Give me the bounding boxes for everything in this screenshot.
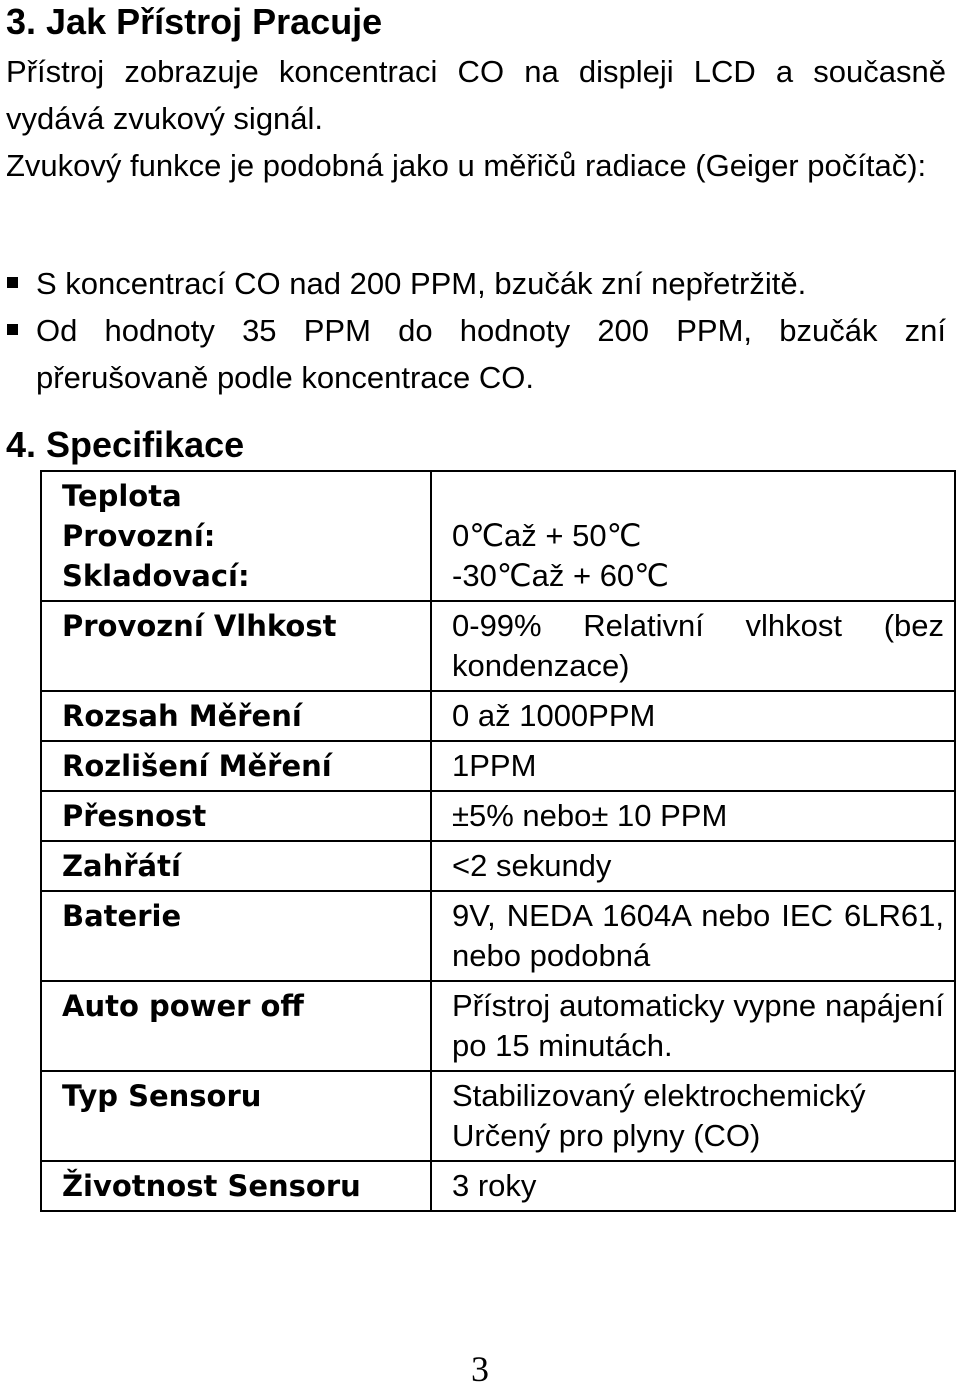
- bullet-item: [0, 307, 946, 401]
- spec-key-cell: Provozní Vlhkost: [41, 601, 431, 691]
- spec-key-cell: [41, 471, 431, 601]
- spec-key-cell: Životnost Sensoru: [41, 1161, 431, 1211]
- table-row: [41, 471, 955, 601]
- operating-temp-value: 0℃až + 50℃: [452, 518, 642, 553]
- spec-value-cell: [431, 471, 955, 601]
- square-bullet-icon: [7, 324, 18, 335]
- spec-key-cell: Přesnost: [41, 791, 431, 841]
- spec-value-cell: <2 sekundy: [431, 841, 955, 891]
- alarm-bullet-list: [0, 260, 946, 401]
- spec-value-cell: ±5% nebo± 10 PPM: [431, 791, 955, 841]
- spec-value-cell: [431, 1071, 955, 1161]
- spec-key-cell: Rozlišení Měření: [41, 741, 431, 791]
- table-row: [41, 741, 955, 791]
- spec-value-cell: 3 roky: [431, 1161, 955, 1211]
- spec-value-cell: Přístroj automaticky vypne napájení po 15 minutách.: [431, 981, 955, 1071]
- table-row: [41, 891, 955, 981]
- table-row: [41, 841, 955, 891]
- spec-key-cell: Rozsah Měření: [41, 691, 431, 741]
- spec-key-cell: Auto power off: [41, 981, 431, 1071]
- sensor-type-line: Stabilizovaný elektrochemický: [452, 1078, 866, 1113]
- square-bullet-icon: [7, 277, 18, 288]
- spec-value-cell: 0 až 1000PPM: [431, 691, 955, 741]
- section-3-heading: 3. Jak Přístroj Pracuje: [6, 1, 383, 42]
- specification-table: [40, 470, 956, 1212]
- temperature-label: Teplota: [62, 479, 182, 513]
- table-row: [41, 691, 955, 741]
- spacer: [452, 476, 944, 516]
- table-row: [41, 1071, 955, 1161]
- spec-value-cell: 9V, NEDA 1604A nebo IEC 6LR61, nebo podobná: [431, 891, 955, 981]
- spec-key-cell: Baterie: [41, 891, 431, 981]
- spec-key-cell: Zahřátí: [41, 841, 431, 891]
- bullet-text: S koncentrací CO nad 200 PPM, bzučák zní nepřetržitě.: [36, 266, 807, 301]
- table-row: [41, 601, 955, 691]
- page-number: 3: [471, 1349, 489, 1389]
- sensor-type-line: Určený pro plyny (CO): [452, 1118, 761, 1153]
- spec-value-cell: 0-99% Relativní vlhkost (bez kondenzace): [431, 601, 955, 691]
- sound-function-paragraph: Zvukový funkce je podobná jako u měřičů radiace (Geiger počítač):: [6, 148, 927, 183]
- table-row: [41, 791, 955, 841]
- bullet-text: Od hodnoty 35 PPM do hodnoty 200 PPM, bzučák zní přerušovaně podle koncentrace CO.: [36, 313, 946, 395]
- table-row: [41, 981, 955, 1071]
- storage-temp-label: Skladovací:: [62, 559, 250, 593]
- table-row: [41, 1161, 955, 1211]
- spec-key-cell: Typ Sensoru: [41, 1071, 431, 1161]
- intro-paragraph: Přístroj zobrazuje koncentraci CO na displeji LCD a současně vydává zvukový signál.: [6, 54, 946, 136]
- bullet-item: [0, 260, 946, 307]
- spec-value-cell: 1PPM: [431, 741, 955, 791]
- operating-temp-label: Provozní:: [62, 519, 216, 553]
- section-4-heading: 4. Specifikace: [6, 424, 245, 465]
- storage-temp-value: -30℃až + 60℃: [452, 558, 669, 593]
